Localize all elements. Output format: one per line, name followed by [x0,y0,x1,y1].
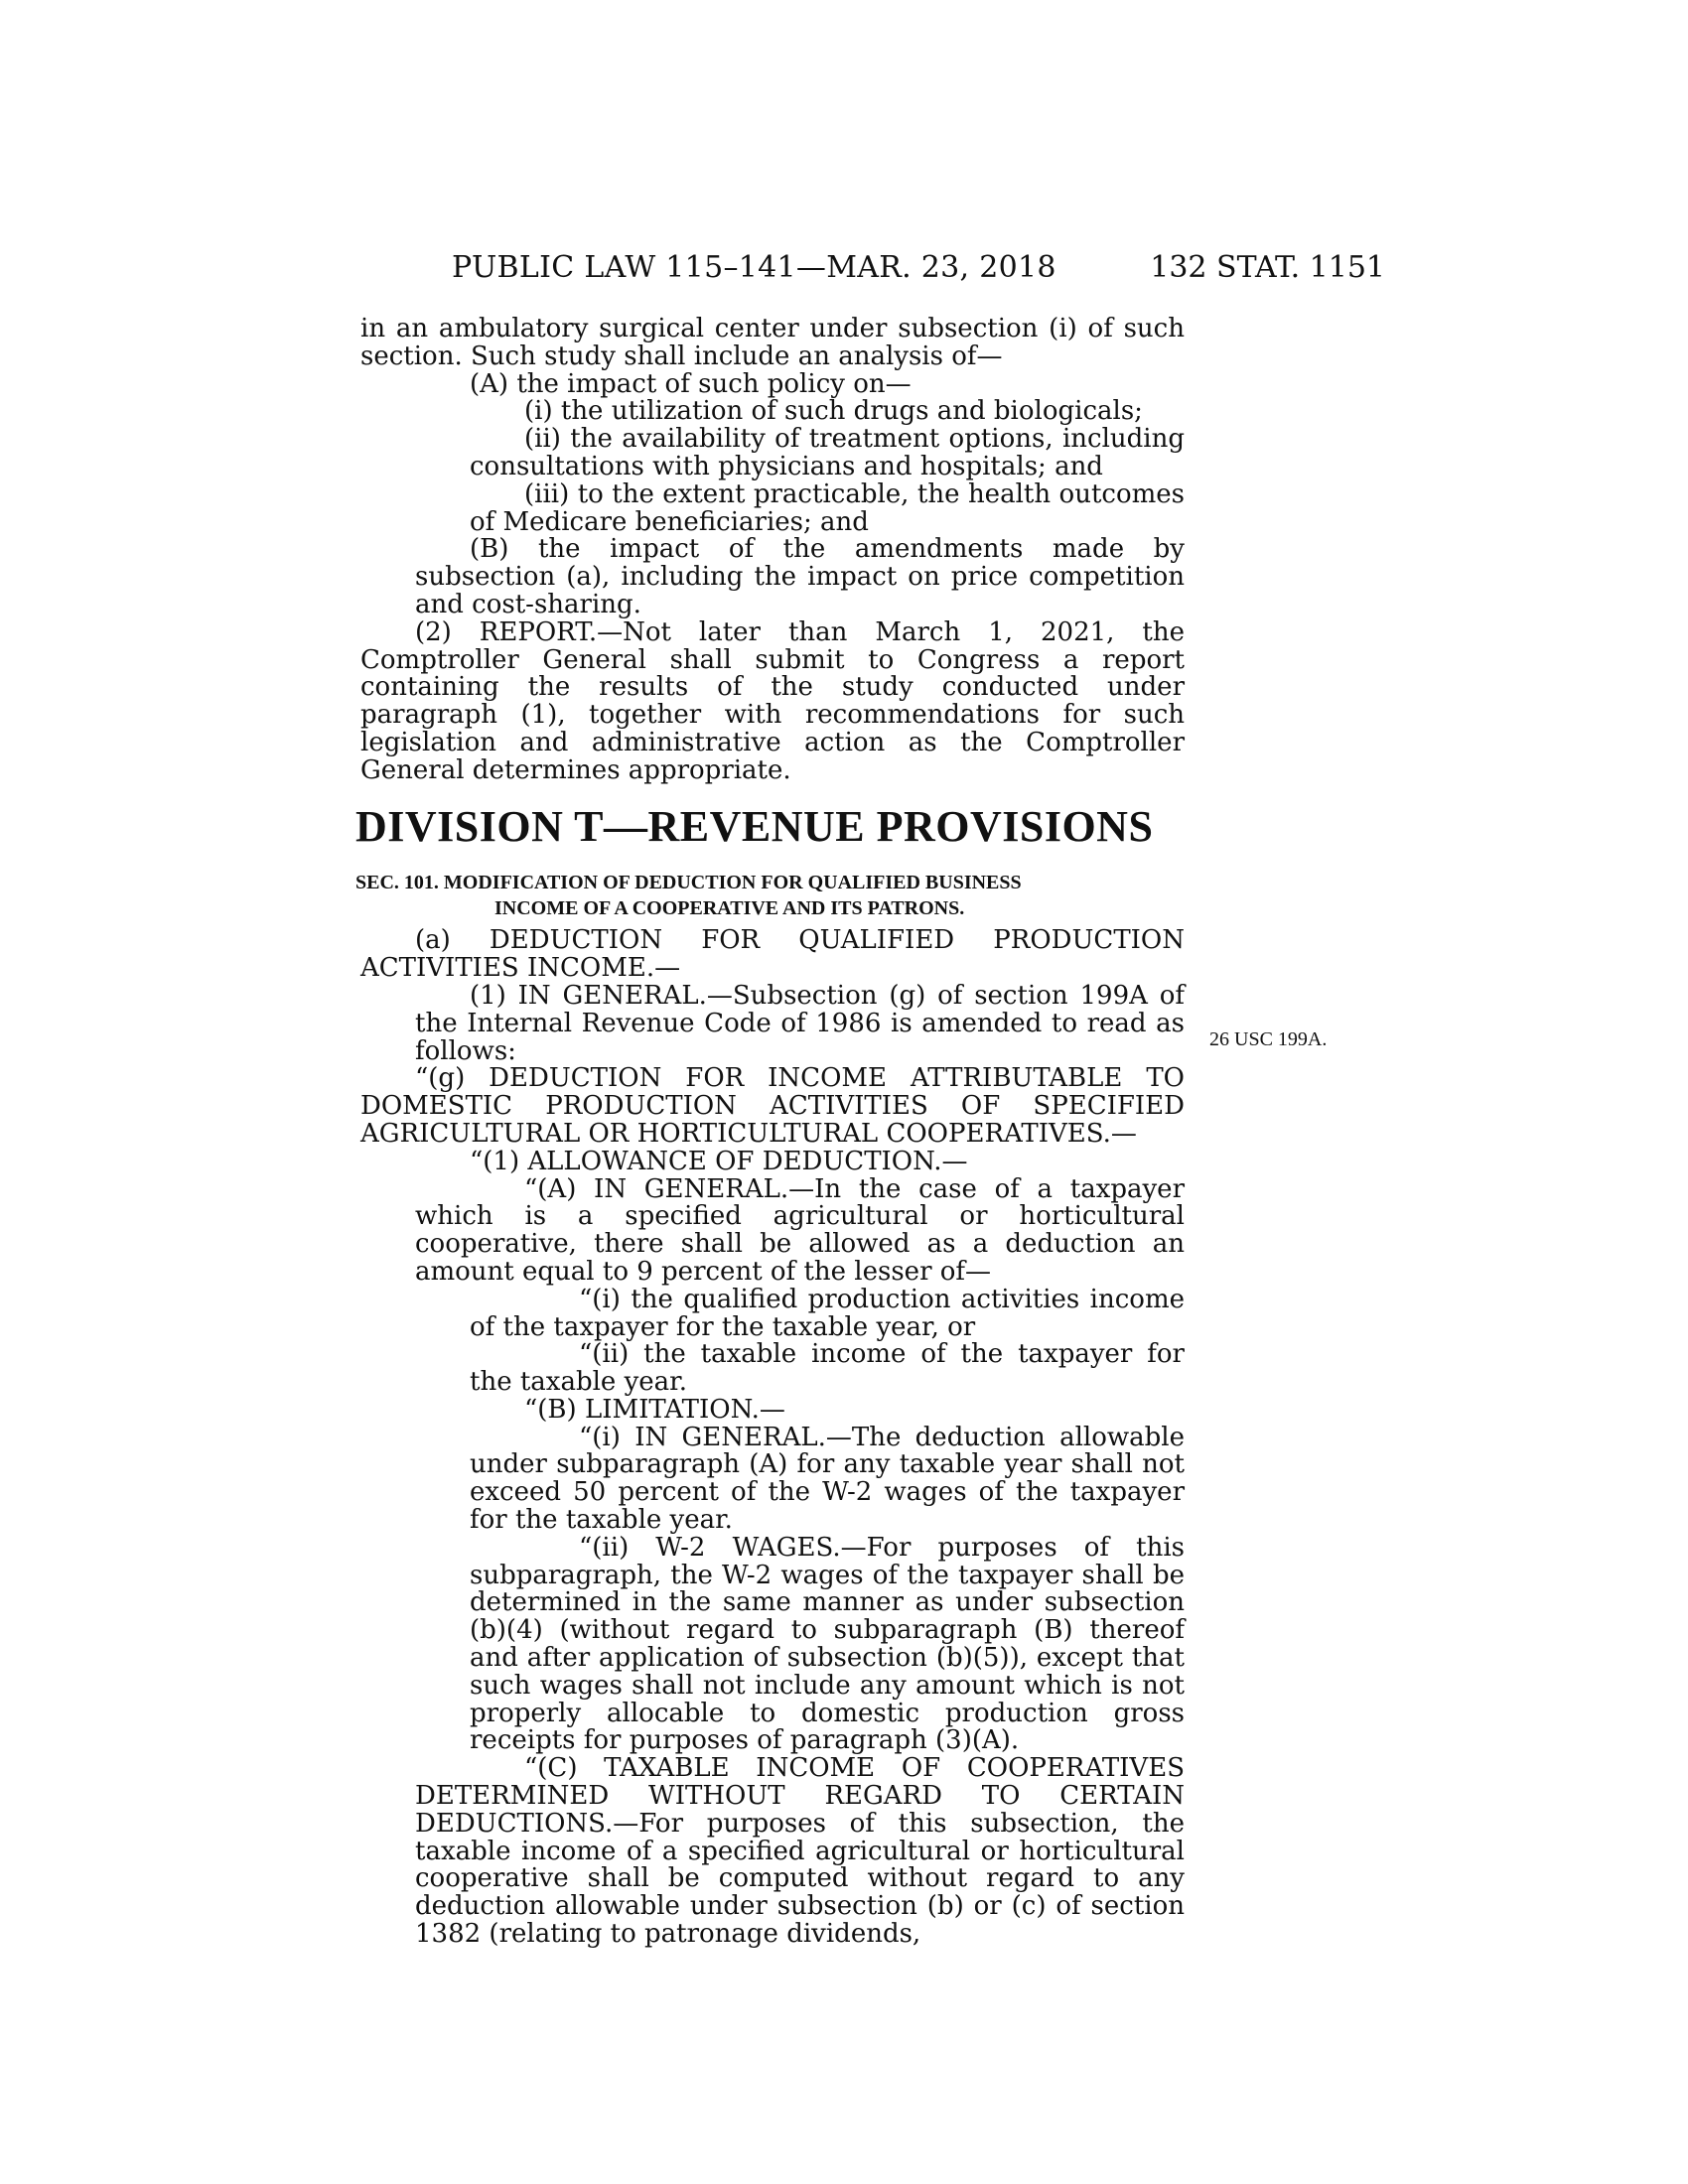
paragraph-gAi: “(i) the qualified production activities income of the taxpayer for the taxable year, or [470,1284,1185,1342]
paragraph-iii-outcomes: (iii) to the extent practicable, the health outcomes of Medicare beneficiaries; and [470,478,1185,537]
header-page-stat: 132 STAT. 1151 [1150,250,1385,285]
paragraph-gA-in-general: “(A) IN GENERAL.—In the case of a taxpayer which is a specified agricultural or horticultural cooperative, there shall be allowed as a deduction an amount equal to 9 percent of the lesser of— [415,1173,1185,1287]
paragraph-i-utilization: (i) the utilization of such drugs and biologicals; [524,396,1143,427]
paragraph-gBi: “(i) IN GENERAL.—The deduction allowable under subparagraph (A) for any taxable year shall not exceed 50 percent of the W-2 wages of the taxpayer for the taxable year. [470,1422,1185,1536]
paragraph-1-in-general: (1) IN GENERAL.—Subsection (g) of section 199A of the Internal Revenue Code of 1986 is amended to read as follows: [415,980,1185,1066]
paragraph-ii-availability: (ii) the availability of treatment options, including consultations with physicians and hospitals; and [470,424,1185,481]
section-heading-line1: SEC. 101. MODIFICATION OF DEDUCTION FOR QUALIFIED BUSINESS [355,872,1022,894]
division-title: DIVISION T—REVENUE PROVISIONS [355,801,1154,851]
paragraph-gB-limitation: “(B) LIMITATION.— [524,1394,785,1425]
running-header [452,250,1385,290]
paragraph-g-heading: “(g) DEDUCTION FOR INCOME ATTRIBUTABLE TO DOMESTIC PRODUCTION ACTIVITIES OF SPECIFIED AGRICULTURAL OR HORTICULTURAL COOPERATIVES.— [360,1063,1185,1149]
paragraph-B-amendments: (B) the impact of the amendments made by subsection (a), including the impact on price competition and cost-sharing. [415,534,1185,619]
paragraph-study-intro: in an ambulatory surgical center under subsection (i) of such section. Such study shall include an analysis of— [360,314,1185,371]
paragraph-a-deduction: (a) DEDUCTION FOR QUALIFIED PRODUCTION ACTIVITIES INCOME.— [360,925,1185,984]
paragraph-gAii: “(ii) the taxable income of the taxpayer for the taxable year. [470,1339,1185,1398]
paragraph-2-report: (2) REPORT.—Not later than March 1, 2021, the Comptroller General shall submit to Congress a report containing the results of the study conducted under paragraph (1), together with recommendations for such legislation and administrative action as the Comptroller General determines appropriate. [360,616,1185,785]
header-law-citation: PUBLIC LAW 115–141—MAR. 23, 2018 [452,250,1056,285]
document-body [355,314,1185,1950]
paragraph-g1-allowance: “(1) ALLOWANCE OF DEDUCTION.— [470,1146,968,1176]
section-heading-line2: INCOME OF A COOPERATIVE AND ITS PATRONS. [494,897,965,920]
paragraph-gBii-w2: “(ii) W-2 WAGES.—For purposes of this subparagraph, the W-2 wages of the taxpayer shall be determined in the same manner as under subsection (b)(4) (without regard to subparagraph (B) thereof and after application of subsection (b)(5)), except that such wages shall not include any amount which is not properly allocable to domestic production gross receipts for purposes of paragraph (3)(A). [470,1532,1185,1756]
section-heading [355,870,1185,921]
paragraph-gC-taxable-income: “(C) TAXABLE INCOME OF COOPERATIVES DETERMINED WITHOUT REGARD TO CERTAIN DEDUCTIONS.—For purposes of this subsection, the taxable income of a specified agricultural or horticultural cooperative shall be computed without regard to any deduction allowable under subsection (b) or (c) of section 1382 (relating to patronage dividends, [415,1753,1185,1950]
paragraph-A-impact: (A) the impact of such policy on— [470,368,912,399]
margin-note-usc: 26 USC 199A. [1209,1028,1328,1050]
